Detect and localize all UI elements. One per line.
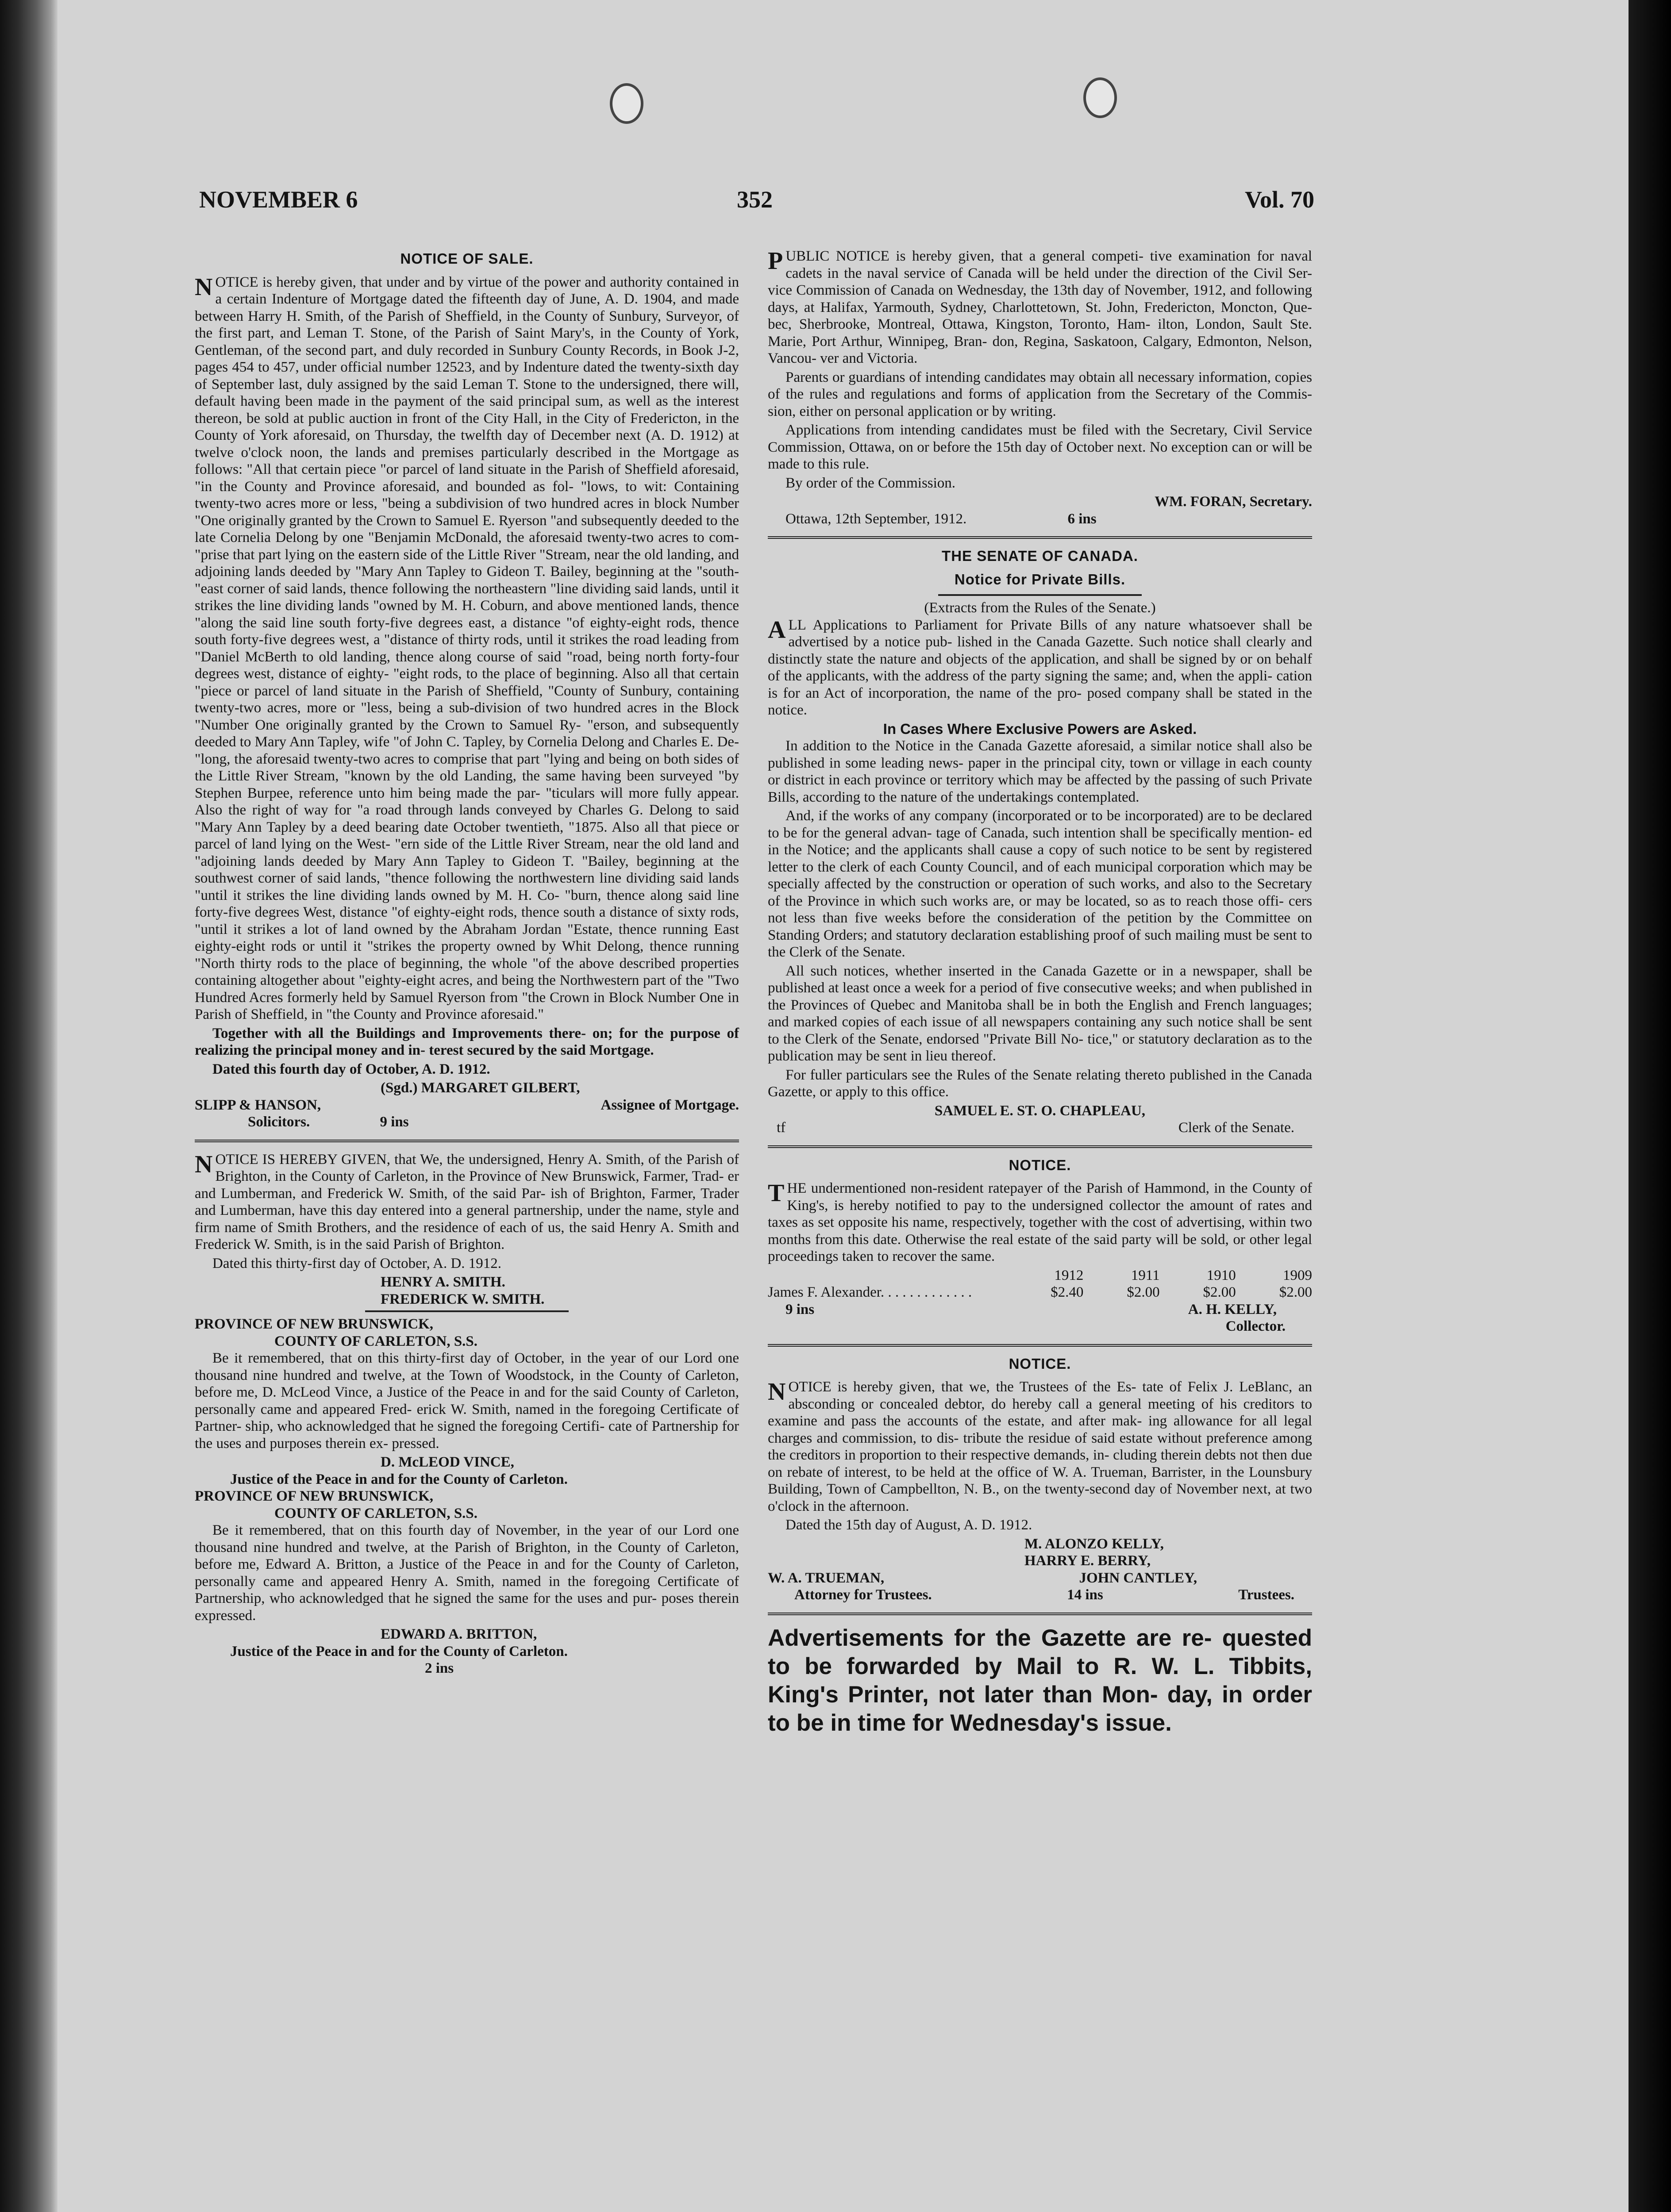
section-divider: [768, 1145, 1312, 1148]
partnership-ins: 2 ins: [425, 1660, 454, 1676]
senate-p1: [768, 617, 1312, 719]
leblanc-body: [768, 1379, 1312, 1515]
section-divider: [768, 1344, 1312, 1347]
county-heading-1: COUNTY OF CARLETON, S.S.: [274, 1333, 478, 1349]
trustee-3-row: [768, 1570, 1312, 1587]
senate-p5: For fuller particulars see the Rules of the Senate relating thereto published in the Canada Gazette, or apply to this office.: [768, 1067, 1312, 1100]
year-1910: 1910: [1206, 1267, 1236, 1283]
right-column: [768, 248, 1312, 1737]
page-number: 352: [737, 186, 773, 213]
leblanc-ins: 14 ins: [1067, 1587, 1103, 1603]
naval-place: Ottawa, 12th September, 1912.: [785, 511, 967, 527]
naval-parents: Parents or guardians of intending candidates may obtain all necessary information, copies of the rules and regulations and forms of application from the Secretary of the Commis- sion, either on personal application or by writing.: [768, 369, 1312, 419]
amount-1912: $2.40: [1051, 1284, 1084, 1300]
book-spine: [0, 0, 58, 2212]
senate-p3: And, if the works of any company (incorporated or to be incorporated) are to be declared to be for the general advan- tage of Canada, such intention shall be specifically mention- ed in the Notice; and the applicants shall cause a copy of such notice to be sent by registered letter to the clerk of each County Council, and of each municipal corporation which may be specially affected by the construction or operation of such works, and also to the Secretary of the Province in which such works are, or may be located, so as to reach those offi- cers not less than five weeks before the consideration of the petition by the Committee on Standing Orders; and statutory declaration establishing proof of such mailing must be sent to the Clerk of the Senate.: [768, 808, 1312, 960]
trustee-2: HARRY E. BERRY,: [1024, 1553, 1151, 1569]
attorney-title: Attorney for Trustees.: [794, 1587, 932, 1603]
page-edge: [1629, 0, 1671, 2212]
collector-title: Collector.: [1225, 1318, 1286, 1334]
senate-clerk-row: [768, 1119, 1312, 1137]
attorney-row: [768, 1586, 1312, 1604]
jp-name-1: D. McLEOD VINCE,: [381, 1454, 514, 1470]
binding-hole-right: [1083, 77, 1117, 118]
section-divider: [195, 1140, 739, 1142]
drop-cap: N: [195, 1150, 213, 1178]
leblanc-text: OTICE is hereby given, that we, the Trustees of the Es- tate of Felix J. LeBlanc, an absconding or concealed debtor, do hereby call a general meeting of his creditors to examine and pass the accounts of the estate, and after mak- ing allowance for all legal charges and commission, to dis- tribute the residue of said estate without preference among the creditors in proportion to their respective demands, in- cluding therein debts not then due on rebate of interest, to be held at the office of W. A. Trueman, Barrister, in the Lounsbury Building, Town of Campbellton, N. B., on the twenty-second day of November next, at two o'clock in the afternoon.: [768, 1379, 1312, 1514]
advertisement-notice: Advertisements for the Gazette are re- quested to be forwarded by Mail to R. W. L. Tibbits, King's Printer, not later than Mon- day, in order to be in time for Wednesday's issue.: [768, 1624, 1312, 1736]
year-1912: 1912: [1054, 1267, 1084, 1283]
senate-p2: In addition to the Notice in the Canada Gazette aforesaid, a similar notice shall also be published in some leading news- paper in the principal city, town or village in each county or district in each province or territory which may be affected by the passing of such Private Bills, according to the nature of the undertakings contemplated.: [768, 738, 1312, 805]
senate-clerk: Clerk of the Senate.: [1178, 1120, 1294, 1136]
partnership-dated: Dated this thirty-first day of October, A. D. 1912.: [212, 1255, 502, 1271]
solicitors-label: Solicitors.: [248, 1114, 310, 1130]
leblanc-title: NOTICE.: [1009, 1355, 1071, 1372]
solicitors-row: [195, 1114, 739, 1131]
drop-cap: A: [768, 616, 786, 644]
sale-firm-row: [195, 1097, 739, 1114]
naval-signer: WM. FORAN, Secretary.: [1155, 494, 1312, 510]
assignee-label: Assignee of Mortgage.: [601, 1097, 739, 1113]
short-divider: [938, 594, 1142, 596]
attorney-name: W. A. TRUEMAN,: [768, 1570, 885, 1586]
jp-title-2: Justice of the Peace in and for the County of Carleton.: [230, 1643, 568, 1659]
jp-title-1: Justice of the Peace in and for the County of Carleton.: [230, 1471, 568, 1487]
naval-place-row: [768, 511, 1312, 528]
partner-name-1: HENRY A. SMITH.: [381, 1274, 505, 1290]
trustee-3: JOHN CANTLEY,: [1079, 1570, 1197, 1586]
header-date: NOVEMBER 6: [199, 186, 358, 213]
drop-cap: T: [768, 1179, 785, 1207]
senate-subhead: In Cases Where Exclusive Powers are Asked.: [883, 720, 1197, 737]
ratepayer-ins: 9 ins: [785, 1301, 815, 1317]
short-divider: [365, 1310, 569, 1312]
tax-table: [768, 1267, 1312, 1301]
collector-name: A. H. KELLY,: [1188, 1301, 1277, 1317]
leblanc-dated: Dated the 15th day of August, A. D. 1912.: [785, 1517, 1032, 1533]
trustee-1: M. ALONZO KELLY,: [1024, 1536, 1164, 1552]
drop-cap: N: [768, 1378, 786, 1406]
tax-year-row: [768, 1267, 1312, 1284]
senate-signer: SAMUEL E. ST. O. CHAPLEAU,: [934, 1102, 1146, 1119]
naval-order: By order of the Commission.: [785, 475, 956, 491]
sale-signature: (Sgd.) MARGARET GILBERT,: [381, 1080, 580, 1096]
section-divider: [768, 536, 1312, 539]
year-1909: 1909: [1283, 1267, 1312, 1283]
county-heading-2: COUNTY OF CARLETON, S.S.: [274, 1505, 478, 1521]
notice-of-sale-title: NOTICE OF SALE.: [400, 250, 534, 267]
drop-cap: P: [768, 247, 783, 275]
sale-together: Together with all the Buildings and Improvements there- on; for the purpose of realizing the principal money and in- terest secured by the said Mortgage.: [195, 1025, 739, 1058]
partnership-body: [195, 1151, 739, 1253]
amount-1910: $2.00: [1203, 1284, 1236, 1300]
ratepayer-name: James F. Alexander. . . . . . . . . . . . .: [768, 1284, 972, 1300]
senate-tf: tf: [777, 1120, 786, 1136]
province-heading-1: PROVINCE OF NEW BRUNSWICK,: [195, 1316, 434, 1332]
amount-1911: $2.00: [1127, 1284, 1160, 1300]
sale-text: OTICE is hereby given, that under and by virtue of the power and authority contained in a certain Indenture of Mortgage dated the fifteenth day of June, A. D. 1904, and made between Harry H. Smith, of the Parish of Sheffield, in the County of Sunbury, Surveyor, of the first part, and Leman T. Stone, of the Parish of Saint Mary's, in the County of York, Gentleman, of the second part, and duly recorded in Sunbury County Records, in Book J-2, pages 454 to 457, under official number 12523, and by Indenture dated the twenty-sixth day of September last, duly assigned by the said Leman T. Stone to the undersigned, there will, default having been made in the payment of the said principal sum, as well as the interest thereon, be sold at public auction in front of the City Hall, in the City of Fredericton, in the County of York aforesaid, on Thursday, the twelfth day of December next (A. D. 1912) at twelve o'clock noon, the lands and premises particularly described in the Mortgage as follows: "All that certain piece "or parcel of land situate in the Parish of Sheffield aforesaid, "in the County and Province aforesaid, and bounded as fol- "lows, to wit: Containing twenty-two acres more or less, "being a subdivision of two hundred acres in block Number "One originally granted by the Crown to Samuel E. Ryerson "and subsequently deeded to the late Cornelia Delong by one "Benjamin McDonald, the aforesaid twenty-two acres to com- "prise that part lying on the eastern side of the Little River "Stream, near the old landing, and adjoining lands deeded by "Mary Ann Tapley to Gideon T. Bailey, beginning at the "south- "east corner of said lands, thence following the northeastern "line dividing said lands, until it strikes the line dividing lands "owned by M. H. Coburn, and above mentioned lands, thence "along the said line south forty-five degrees east, a distance "of eighty-eight rods, thence south forty-five degrees west, a "distance of thirty rods, until it strikes the road leading from "Daniel McBerth to old landing, thence along course of said "road, being north forty-four degrees west, distance of eighty- "eight rods, to the place of beginning. Also all that certain "piece or parcel of land situate in the Parish of Sheffield, "County of Sunbury, containing twenty-two acres, more or "less, being a sub-division of two hundred acres in the Block "Number One originally granted by the Crown to Samuel Ry- "erson, and subsequently deeded to Mary Ann Tapley, wife "of John C. Tapley, by Cornelia Delong and Charles E. De- "long, the aforesaid twenty-two acres to comprise that part "lying and being on both sides of the Little River Stream, "known by the old Landing, the same having been surveyed "by Stephen Burpee, reference unto him being made the par- "ticulars will more fully appear. Also the right of way for "a road through lands conveyed by Charles G. Delong to said "Mary Ann Tapley by a deed bearing date October twentieth, "1875. Also all that piece or parcel of land lying on the West- "ern side of the Little River Stream, near the old land and "adjoining lands deeded by Mary Ann Tapley to Gideon T. "Bailey, beginning at the southwest corner of said lands, "thence following the northwestern line dividing said lands "until it strikes the line dividing lands owned by M. H. Co- "burn, thence along said line forty-five degrees West, distance "of eighty-eight rods, thence south a distance of sixty rods, "until it strikes a lot of land owned by the Abraham Jordan "Estate, thence running East eighty-eight rods or until it "strikes the property owned by Whit Delong, thence running "North thirty rods to the place of beginning, the whole "of the above described properties containing altogether about "eighty-eight acres, and being the Northwestern part of the "Two Hundred Acres formerly held by Samuel Ryerson from "the Crown in Block Number One in Parish of Sheffield, in "the County and Province aforesaid.": [195, 274, 739, 1022]
solicitor-firm: SLIPP & HANSON,: [195, 1097, 321, 1113]
binding-hole-left: [610, 83, 643, 124]
section-divider: [768, 1613, 1312, 1615]
page-header: [199, 186, 1314, 226]
sale-dated: Dated this fourth day of October, A. D. 1912.: [212, 1061, 490, 1077]
jp-name-2: EDWARD A. BRITTON,: [381, 1626, 537, 1642]
sale-body: [195, 274, 739, 1023]
senate-extracts: (Extracts from the Rules of the Senate.): [924, 600, 1156, 616]
naval-body: [768, 248, 1312, 367]
naval-applications: Applications from intending candidates must be filed with the Secretary, Civil Service Commission, Ottawa, on or before the 15th day of October next. No exception can or will be made to this rule.: [768, 422, 1312, 472]
tax-amount-row: [768, 1284, 1312, 1301]
senate-subtitle: Notice for Private Bills.: [954, 571, 1126, 588]
senate-title: THE SENATE OF CANADA.: [942, 548, 1138, 564]
senate-p1-text: LL Applications to Parliament for Private Bills of any nature whatsoever shall be advertised by a notice pub- lished in the Canada Gazette. Such notice shall clearly and distinctly state the nature and objects of the application, and shall be signed by or on behalf of the applicants, with the address of the party signing the same; and, when the appli- cation is for an Act of incorporation, the name of the pro- posed company shall be stated in the notice.: [768, 617, 1312, 718]
ratepayer-text: HE undermentioned non-resident ratepayer of the Parish of Hammond, in the County of King's, is hereby notified to pay to the undersigned collector the amount of rates and taxes as set opposite his name, respectively, together with the cost of advertising, within two months from this date. Otherwise the real estate of the said party will be sold, or other legal proceedings taken to recover the same.: [768, 1180, 1312, 1264]
trustees-label: Trustees.: [1238, 1587, 1294, 1603]
partnership-text: OTICE IS HEREBY GIVEN, that We, the undersigned, Henry A. Smith, of the Parish of Brighton, in the County of Carleton, in the Province of New Brunswick, Farmer, Trad- er and Lumberman, and Frederick W. Smith, of the said Par- ish of Brighton, Farmer, Trader and Lumberman, have this day entered into a general partnership, under the name, style and firm name of Smith Brothers, and the residence of each of us, the said Henry A. Smith and Frederick W. Smith, is in the said Parish of Brighton.: [195, 1151, 739, 1252]
amount-1909: $2.00: [1279, 1284, 1312, 1300]
certificate-1: Be it remembered, that on this thirty-first day of October, in the year of our Lord one thousand nine hundred and twelve, at the Town of Woodstock, in the County of Carleton, before me, D. McLeod Vince, a Justice of the Peace in and for the said County of Carleton, personally came and appeared Fred- erick W. Smith, named in the foregoing Certificate of Partner- ship, who acknowledged that he signed the foregoing Certifi- cate of Partnership for the uses and purposes therein ex- pressed.: [195, 1350, 739, 1452]
partner-name-2: FREDERICK W. SMITH.: [381, 1291, 545, 1307]
ratepayer-body: [768, 1180, 1312, 1265]
drop-cap: N: [195, 273, 213, 301]
left-column: [195, 248, 739, 1677]
volume-number: Vol. 70: [1244, 186, 1314, 213]
year-1911: 1911: [1131, 1267, 1160, 1283]
collector-row: [768, 1301, 1312, 1318]
province-heading-2: PROVINCE OF NEW BRUNSWICK,: [195, 1488, 434, 1504]
ratepayer-title: NOTICE.: [1009, 1156, 1071, 1173]
sale-ins: 9 ins: [380, 1114, 409, 1130]
senate-p4: All such notices, whether inserted in the Canada Gazette or in a newspaper, shall be published at least once a week for a period of five consecutive weeks; and when published in the Provinces of Quebec and Manitoba shall be in both the English and French languages; and marked copies of each issue of all newspapers containing any such notice shall be sent to the Clerk of the Senate, endorsed "Private Bill No- tice," or statutory declaration as to the publication may be sent in lieu thereof.: [768, 963, 1312, 1064]
certificate-2: Be it remembered, that on this fourth day of November, in the year of our Lord one thousand nine hundred and twelve, at the Parish of Brighton, in the County of Carleton, before me, Edward A. Britton, a Justice of the Peace in and for the County of Carleton, personally came and appeared Henry A. Smith, named in the foregoing Certificate of Partnership, who acknowledged that he signed the same for the uses and pur- poses therein expressed.: [195, 1522, 739, 1624]
naval-text: UBLIC NOTICE is hereby given, that a general competi- tive examination for naval cadets in the naval service of Canada will be held under the direction of the Civil Ser- vice Commission of Canada on Wednesday, the 13th day of November, 1912, and following days, at Halifax, Yarmouth, Sydney, Charlottetown, St. John, Fredericton, Moncton, Que- bec, Sherbrooke, Montreal, Ottawa, Kingston, Toronto, Ham- ilton, London, Sault Ste. Marie, Port Arthur, Winnipeg, Bran- don, Regina, Saskatoon, Calgary, Edmonton, Nelson, Vancou- ver and Victoria.: [768, 248, 1312, 366]
naval-ins: 6 ins: [1067, 511, 1097, 527]
